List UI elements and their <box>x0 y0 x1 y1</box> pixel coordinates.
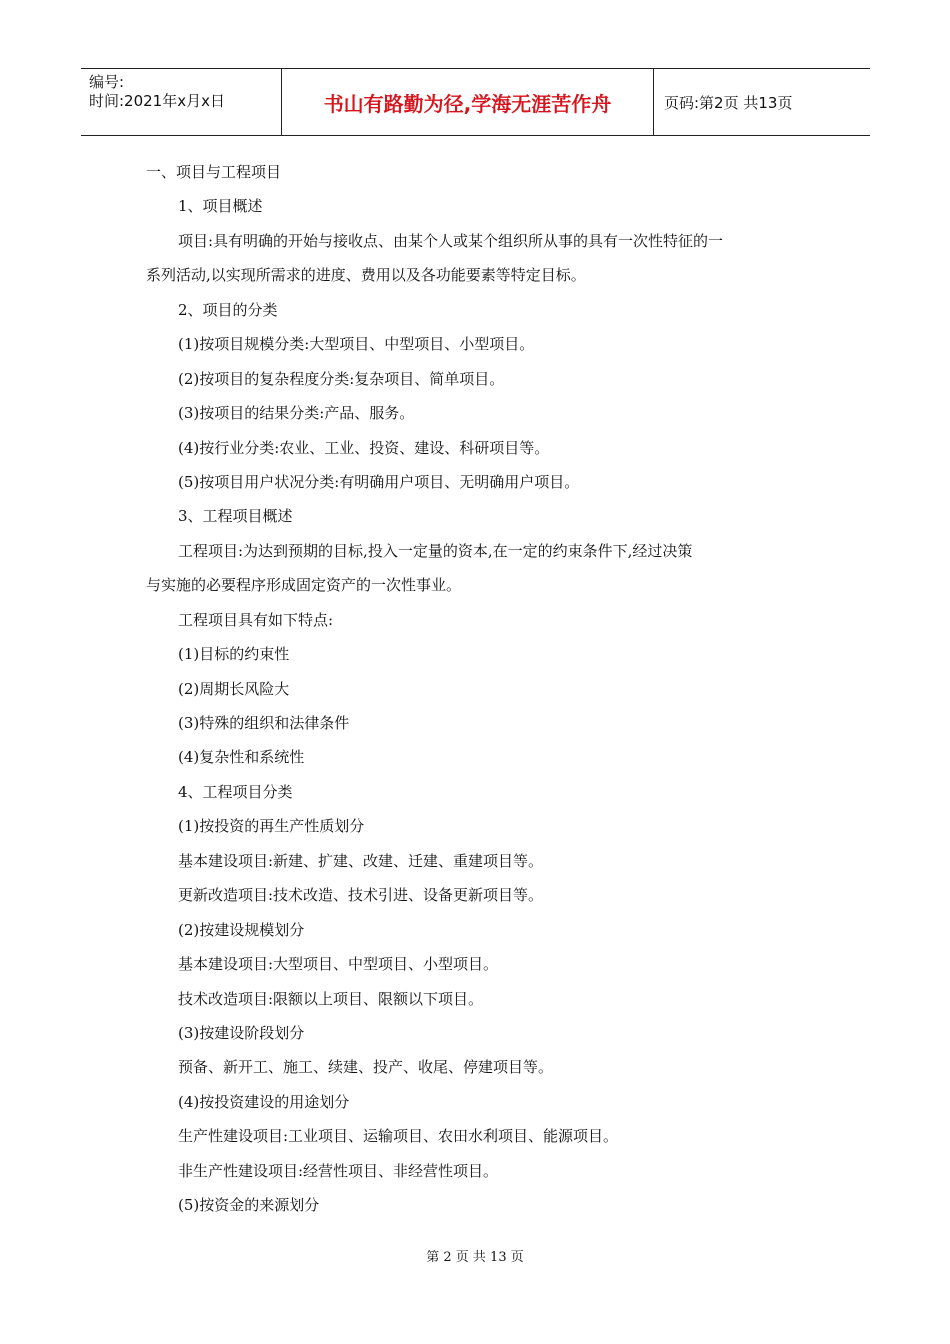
document-header <box>81 68 870 136</box>
text-line: 工程项目具有如下特点: <box>178 610 334 629</box>
text-line: (3)按项目的结果分类:产品、服务。 <box>178 404 415 423</box>
text-line: (4)复杂性和系统性 <box>178 748 305 767</box>
text-line: (5)按资金的来源划分 <box>178 1196 320 1215</box>
header-meta-cell <box>81 69 282 135</box>
document-body <box>146 158 810 1226</box>
text-line: 与实施的必要程序形成固定资产的一次性事业。 <box>146 576 462 595</box>
text-line: 一、项目与工程项目 <box>146 163 282 181</box>
text-line: (4)按投资建设的用途划分 <box>178 1092 350 1111</box>
text-line: 系列活动,以实现所需求的进度、费用以及各功能要素等特定目标。 <box>146 266 586 285</box>
text-line: 技术改造项目:限额以上项目、限额以下项目。 <box>178 989 484 1008</box>
text-line: (1)按投资的再生产性质划分 <box>178 817 365 836</box>
page-footer <box>0 1246 950 1265</box>
text-line: 1、项目概述 <box>178 197 263 216</box>
header-page-info: 页码:第2页 共13页 <box>664 93 793 112</box>
text-line: (3)特殊的组织和法律条件 <box>178 714 350 732</box>
text-line: (2)按建设规模划分 <box>178 920 305 939</box>
text-line: 项目:具有明确的开始与接收点、由某个人或某个组织所从事的具有一次性特征的一 <box>178 231 724 250</box>
text-line: (2)按项目的复杂程度分类:复杂项目、简单项目。 <box>178 369 505 388</box>
footer-page-number: 第 2 页 共 13 页 <box>426 1250 524 1265</box>
text-line: (1)目标的约束性 <box>178 645 290 664</box>
text-line: (1)按项目规模分类:大型项目、中型项目、小型项目。 <box>178 335 535 354</box>
text-line: 3、工程项目概述 <box>178 507 293 526</box>
text-line: 生产性建设项目:工业项目、运输项目、农田水利项目、能源项目。 <box>178 1127 619 1146</box>
text-line: 非生产性建设项目:经营性项目、非经营性项目。 <box>178 1161 499 1180</box>
header-motto: 书山有路勤为径,学海无涯苦作舟 <box>282 69 654 135</box>
text-line: (4)按行业分类:农业、工业、投资、建设、科研项目等。 <box>178 438 550 457</box>
text-line: 基本建设项目:新建、扩建、改建、迁建、重建项目等。 <box>178 851 544 870</box>
text-line: 4、工程项目分类 <box>178 782 293 801</box>
text-line: 更新改造项目:技术改造、技术引进、设备更新项目等。 <box>178 886 544 905</box>
document-number-label: 编号: <box>89 73 125 91</box>
text-line: (2)周期长风险大 <box>178 679 290 698</box>
text-line: 2、项目的分类 <box>178 300 278 319</box>
text-line: 基本建设项目:大型项目、中型项目、小型项目。 <box>178 955 499 974</box>
document-time-label: 时间:2021年x月x日 <box>89 92 225 110</box>
text-line: (5)按项目用户状况分类:有明确用户项目、无明确用户项目。 <box>178 472 580 491</box>
text-line: 工程项目:为达到预期的目标,投入一定量的资本,在一定的约束条件下,经过决策 <box>178 541 693 560</box>
text-line: (3)按建设阶段划分 <box>178 1023 305 1042</box>
text-line: 预备、新开工、施工、续建、投产、收尾、停建项目等。 <box>178 1058 554 1077</box>
